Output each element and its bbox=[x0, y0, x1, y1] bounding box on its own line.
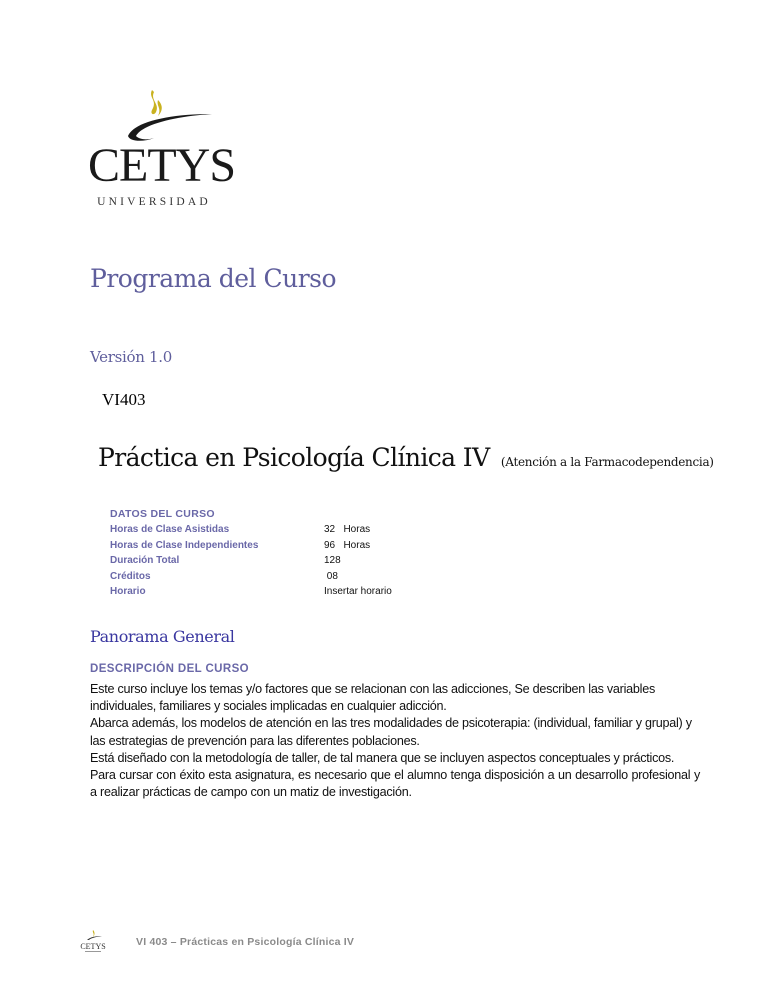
row-value: 96 Horas bbox=[324, 539, 371, 551]
course-description bbox=[90, 681, 700, 801]
description-paragraph: Este curso incluye los temas y/o factores que se relacionan con las adicciones, Se describen las variables individuales, familiares y sociales implicadas en cualquier adicción. bbox=[90, 682, 656, 714]
cetys-mini-logo-icon bbox=[80, 928, 106, 956]
row-label: Créditos bbox=[110, 570, 151, 582]
row-label: Horario bbox=[110, 586, 146, 597]
course-code: VI403 bbox=[102, 390, 146, 409]
version-label: Versión 1.0 bbox=[90, 348, 173, 366]
row-label: Duración Total bbox=[110, 555, 180, 566]
table-row bbox=[110, 524, 450, 540]
course-name: Práctica en Psicología Clínica IV bbox=[98, 443, 490, 472]
footer-text: VI 403 – Prácticas en Psicología Clínica IV bbox=[136, 936, 355, 948]
description-paragraph: Para cursar con éxito esta asignatura, es necesario que el alumno tenga disposición a un desarrollo profesional y a realizar prácticas de campo con un matiz de investigación. bbox=[90, 768, 700, 800]
row-value: 32 Horas bbox=[324, 524, 371, 535]
row-label: Horas de Clase Independientes bbox=[110, 539, 259, 551]
row-value: Insertar horario bbox=[324, 586, 392, 597]
page-footer bbox=[80, 928, 354, 956]
course-title bbox=[98, 443, 714, 472]
course-data-table bbox=[110, 508, 450, 602]
description-paragraph: Abarca además, los modelos de atención en las tres modalidades de psicoterapia: (individual, familiar y grupal) y las estrategias de prevención para las diferentes poblaciones. bbox=[90, 716, 692, 748]
course-data-heading: DATOS DEL CURSO bbox=[110, 508, 215, 520]
row-value: 128 bbox=[324, 555, 341, 566]
table-row bbox=[110, 586, 450, 602]
row-value: 08 bbox=[324, 570, 338, 582]
description-heading: DESCRIPCIÓN DEL CURSO bbox=[90, 663, 249, 675]
table-row bbox=[110, 540, 450, 556]
flame-swoosh-icon bbox=[88, 86, 220, 146]
page-title: Programa del Curso bbox=[90, 264, 337, 293]
description-paragraph: Está diseñado con la metodología de taller, de tal manera que se incluyen aspectos conceptuales y prácticos. bbox=[90, 750, 675, 765]
footer-logo bbox=[80, 928, 106, 956]
course-subtitle: (Atención a la Farmacodependencia) bbox=[500, 455, 714, 469]
svg-text:CETYS: CETYS bbox=[80, 942, 106, 951]
table-row bbox=[110, 555, 450, 571]
logo-subtitle: UNIVERSIDAD bbox=[97, 196, 211, 208]
logo-wordmark: CETYS bbox=[88, 139, 236, 192]
cetys-logo bbox=[88, 86, 236, 216]
table-row bbox=[110, 571, 450, 587]
section-heading-panorama: Panorama General bbox=[90, 627, 235, 646]
row-label: Horas de Clase Asistidas bbox=[110, 524, 230, 535]
